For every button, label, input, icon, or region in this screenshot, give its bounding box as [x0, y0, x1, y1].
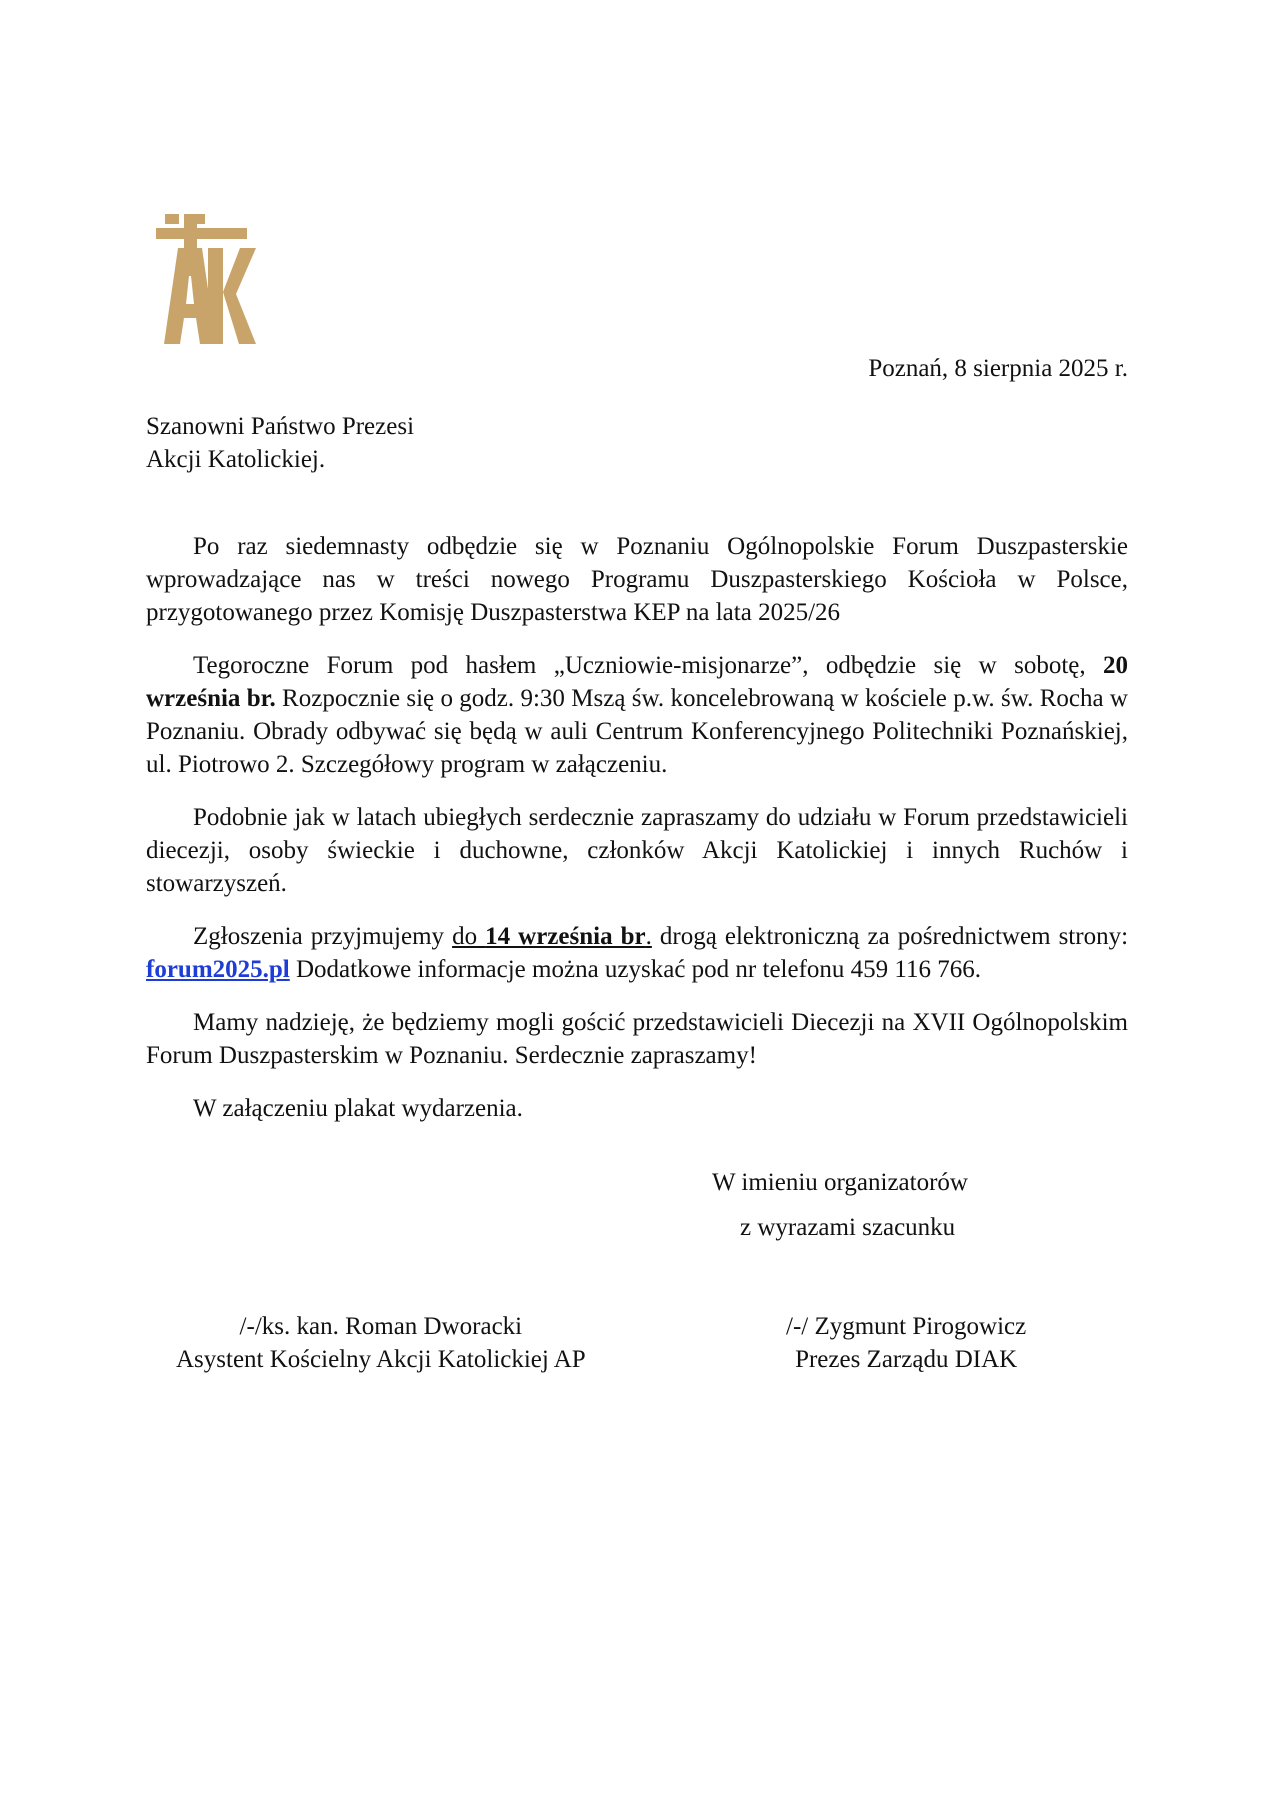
forum-date-bold: 20 września br. [146, 652, 1128, 712]
paragraph-forum-details [146, 649, 1128, 781]
paragraph-invitation: Podobnie jak w latach ubiegłych serdecznie zapraszamy do udziału w Forum przedstawicieli diecezji, osoby świeckie i duchowne, członków Akcji Katolickiej i innych Ruchów i stowarzyszeń. [146, 804, 1128, 897]
signature-left [176, 1310, 586, 1376]
closing-line-2: z wyrazami szacunku [740, 1214, 956, 1241]
registration-text-a: Zgłoszenia przyjmujemy [193, 923, 453, 950]
registration-deadline-date: 14 września br [485, 923, 646, 950]
letter-date: Poznań, 8 sierpnia 2025 r. [868, 355, 1128, 382]
registration-deadline [452, 923, 652, 950]
signature-left-title: Asystent Kościelny Akcji Katolickiej AP [176, 1346, 586, 1373]
closing-block [712, 1166, 968, 1244]
registration-text-c: Dodatkowe informacje można uzyskać pod nr telefonu 459 116 766. [289, 956, 981, 983]
paragraph-intro: Po raz siedemnasty odbędzie się w Poznaniu Ogólnopolskie Forum Duszpasterskie wprowadzające nas w treści nowego Programu Duszpasterskiego Kościoła w Polsce, przygotowanego przez Komisję Duszpasterstwa KEP na lata 2025/26 [146, 533, 1128, 626]
registration-deadline-dot: . [645, 923, 652, 950]
paragraph-hope: Mamy nadzieję, że będziemy mogli gościć przedstawicieli Diecezji na XVII Ogólnopolskim Forum Duszpasterskim w Poznaniu. Serdecznie zapraszamy! [146, 1009, 1128, 1069]
paragraph-registration [146, 920, 1128, 986]
closing-line-1: W imieniu organizatorów [712, 1169, 968, 1196]
salutation [146, 410, 646, 476]
ak-cross-logo-icon [156, 214, 256, 344]
signature-right [786, 1310, 1026, 1376]
signature-right-name: /-/ Zygmunt Pirogowicz [786, 1313, 1027, 1340]
signature-left-name: /-/ks. kan. Roman Dworacki [239, 1313, 523, 1340]
letter-body [146, 530, 1128, 1145]
paragraph-forum-details-text-a: Tegoroczne Forum pod hasłem „Uczniowie-misjonarze”, odbędzie się w sobotę, [193, 652, 1103, 679]
paragraph-attachment: W załączeniu plakat wydarzenia. [193, 1095, 523, 1122]
registration-deadline-prefix: do [452, 923, 486, 950]
forum-website-link[interactable]: forum2025.pl [146, 956, 290, 983]
salutation-line-1: Szanowni Państwo Prezesi [146, 413, 415, 440]
ak-logo [156, 214, 256, 344]
registration-text-b: drogą elektroniczną za pośrednictwem strony: [651, 923, 1129, 950]
paragraph-forum-details-text-b: Rozpocznie się o godz. 9:30 Mszą św. koncelebrowaną w kościele p.w. św. Rocha w Poznaniu. Obrady odbywać się będą w auli Centrum Konferencyjnego Politechniki Poznańskiej, ul. Piotrowo 2. Szczegółowy program w załączeniu. [146, 685, 1128, 778]
salutation-line-2: Akcji Katolickiej. [146, 446, 326, 473]
signature-right-title: Prezes Zarządu DIAK [795, 1346, 1018, 1373]
